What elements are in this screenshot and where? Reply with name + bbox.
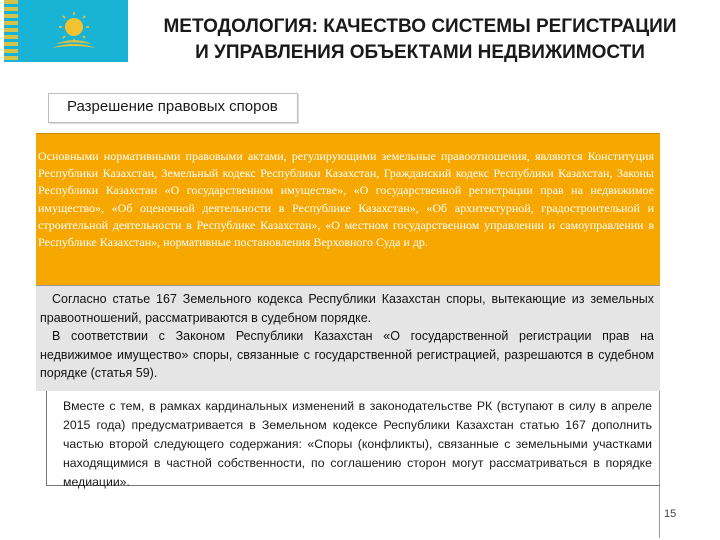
- page-title-line1: МЕТОДОЛОГИЯ: КАЧЕСТВО СИСТЕМЫ РЕГИСТРАЦИИ: [163, 16, 677, 37]
- mediation-text: Вместе с тем, в рамках кардинальных изменений в законодательстве РК (вступают в силу в апреле 2015 года) предусматривается в Земельном кодексе Республики Казахстан статью 167 дополнить частью второй следующего содержания: «Споры (конфликты), связанные с земельными участками находящимися в частной собственности, по соглашению сторон могут рассматриваться в порядке медиации».: [63, 399, 652, 489]
- section-label-box: [48, 93, 298, 123]
- court-procedure-block: [36, 285, 660, 391]
- section-label: Разрешение правовых споров: [67, 98, 278, 115]
- kazakhstan-flag: [4, 0, 128, 62]
- court-paragraph-1: Согласно статье 167 Земельного кодекса Республики Казахстан споры, вытекающие из земельных правоотношений, рассматриваются в судебном порядке.: [40, 292, 654, 325]
- legal-acts-text: Основными нормативными правовыми актами, регулирующими земельные правоотношения, являются Конституция Республики Казахстан, Земельный кодекс Республики Казахстан, Гражданский кодекс Республики Казахстан, Законы Республики Казахстан «О государственном имуществе», «О государственной регистрации прав на недвижимое имущество», «Об оценочной деятельности в Республике Казахстан», «Об архитектурной, градостроительной и строительной деятельности в Республике Казахстан», «О местном государственном управлении и самоуправлении в Республике Казахстан», нормативные постановления Верховного Суда и др.: [38, 149, 654, 250]
- page-title-line2: И УПРАВЛЕНИЯ ОБЪЕКТАМИ НЕДВИЖИМОСТИ: [195, 42, 645, 63]
- legal-acts-block: [36, 133, 660, 285]
- flag-emblem-icon: [4, 0, 128, 62]
- court-paragraph-2: В соответствии с Законом Республики Казахстан «О государственной регистрации прав на недвижимое имущество» споры, связанные с государственной регистрацией, разрешаются в судебном порядке (статья 59).: [40, 329, 654, 380]
- page-number: 15: [664, 508, 677, 520]
- mediation-block: [46, 391, 660, 489]
- page-title: [140, 14, 700, 66]
